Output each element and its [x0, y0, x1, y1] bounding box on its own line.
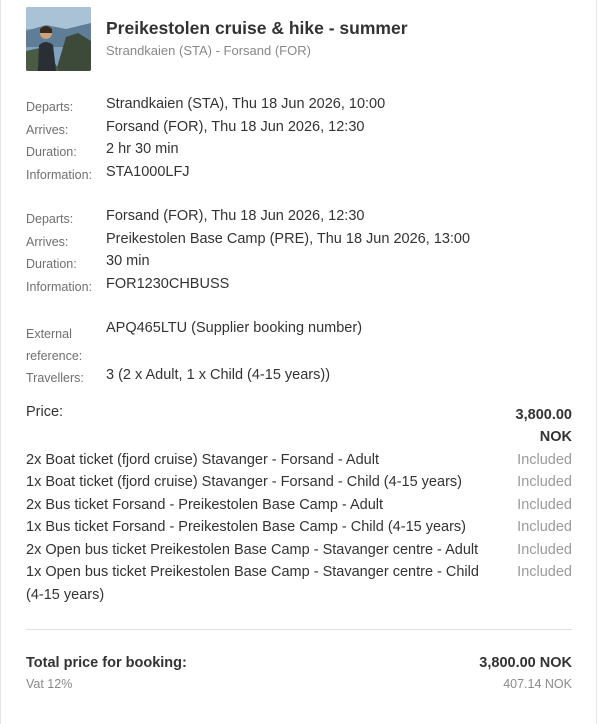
- price-label: Price:: [26, 403, 64, 420]
- tour-title: Preikestolen cruise & hike - summer: [106, 18, 408, 38]
- duration-label: Duration:: [26, 145, 77, 159]
- divider: [26, 629, 572, 630]
- price-value: 3,800.00 NOK: [515, 406, 572, 445]
- departs-value: Strandkaien (STA), Thu 18 Jun 2026, 10:00: [106, 96, 386, 112]
- arrives-value: Preikestolen Base Camp (PRE), Thu 18 Jun 2026, 13:00: [106, 230, 471, 247]
- booking-details: [26, 320, 572, 390]
- travellers-value: 3 (2 x Adult, 1 x Child (4-15 years)): [106, 367, 331, 383]
- segment-1: [26, 96, 572, 186]
- price-items: [26, 449, 572, 607]
- list-item: 2x Open bus ticket Preikestolen Base Camp - Stavanger centre - Adult Included: [26, 541, 572, 558]
- duration-value: 30 min: [106, 253, 150, 269]
- departs-label: Departs:: [26, 212, 74, 226]
- list-item: 1x Boat ticket (fjord cruise) Stavanger - Forsand - Child (4-15 years) Included: [26, 474, 572, 490]
- tour-thumbnail: [26, 7, 91, 71]
- list-item: 1x Bus ticket Forsand - Preikestolen Base Camp - Child (4-15 years) Included: [26, 519, 572, 535]
- booking-header: [26, 0, 572, 71]
- total-row: [26, 655, 572, 671]
- list-item: 2x Bus ticket Forsand - Preikestolen Base Camp - Adult Included: [26, 496, 572, 513]
- list-item: 2x Boat ticket (fjord cruise) Stavanger - Forsand - Adult Included: [26, 451, 572, 468]
- departs-label: Departs:: [26, 100, 74, 114]
- list-item: 1x Open bus ticket Preikestolen Base Camp - Stavanger centre - Child (4-15 years) Included: [26, 564, 572, 603]
- arrives-value: Forsand (FOR), Thu 18 Jun 2026, 12:30: [106, 118, 365, 135]
- external-reference-label: External reference:: [26, 327, 83, 363]
- arrives-label: Arrives:: [26, 122, 69, 137]
- total-value: 3,800.00 NOK: [479, 655, 572, 671]
- travellers-label: Travellers:: [26, 371, 84, 385]
- vat-row: [26, 677, 572, 691]
- information-label: Information:: [26, 167, 93, 182]
- duration-label: Duration:: [26, 257, 77, 271]
- tour-route: Strandkaien (STA) - Forsand (FOR): [106, 43, 311, 58]
- departs-value: Forsand (FOR), Thu 18 Jun 2026, 12:30: [106, 208, 365, 224]
- information-label: Information:: [26, 279, 93, 294]
- external-reference-value: APQ465LTU (Supplier booking number): [106, 320, 363, 336]
- information-value: STA1000LFJ: [106, 163, 190, 180]
- segment-2: [26, 208, 572, 298]
- duration-value: 2 hr 30 min: [106, 141, 179, 157]
- information-value: FOR1230CHBUSS: [106, 275, 230, 292]
- vat-value: 407.14 NOK: [503, 677, 572, 691]
- total-label: Total price for booking:: [26, 655, 187, 671]
- arrives-label: Arrives:: [26, 234, 69, 249]
- price-row: [26, 404, 572, 449]
- vat-label: Vat 12%: [26, 677, 73, 691]
